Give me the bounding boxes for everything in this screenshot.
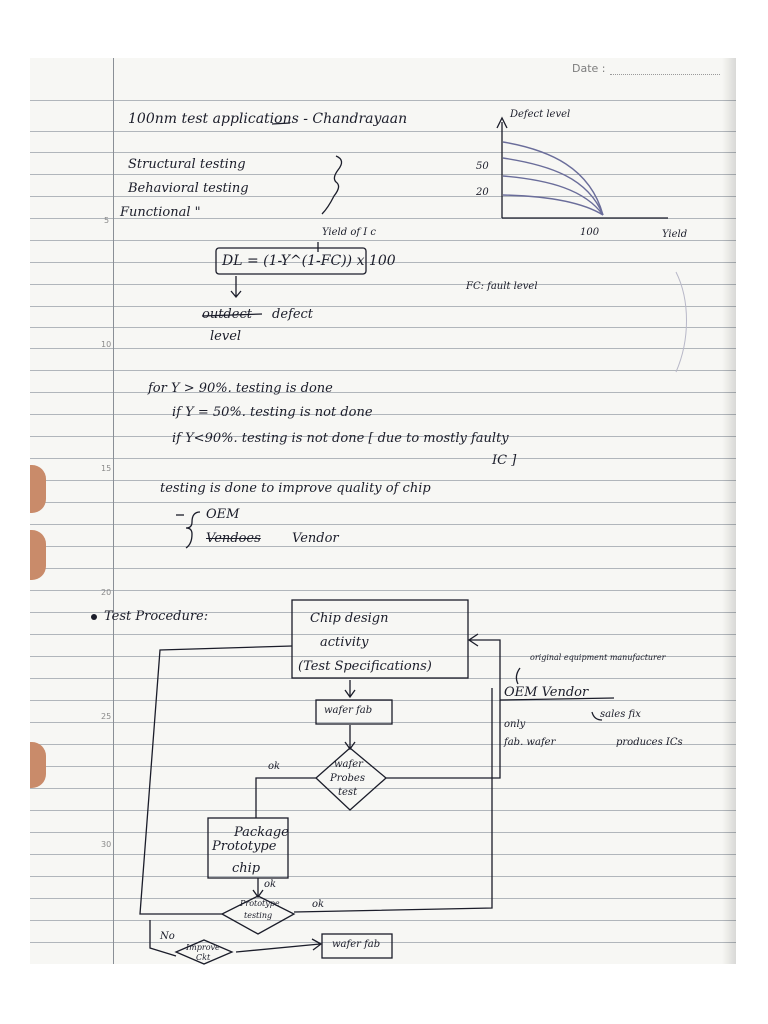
yield-rule: for Y > 90%. testing is done — [148, 381, 333, 396]
party-brace — [186, 512, 200, 548]
party-vendor-struck: Vendoes — [206, 531, 261, 546]
testing-type: Structural testing — [128, 157, 246, 172]
ok-label: ok — [264, 879, 277, 890]
side-note: produces ICs — [616, 737, 683, 748]
package-label: chip — [232, 861, 261, 876]
title-note: 100nm test applications - Chandrayaan — [128, 111, 408, 127]
package-label: Prototype — [212, 839, 277, 854]
graph-y-tick: 50 — [476, 161, 489, 172]
arrow-fab-to-probe — [345, 725, 355, 749]
side-note: fab. wafer — [504, 737, 556, 748]
side-note: OEM Vendor — [504, 685, 589, 700]
probe-fail-loop — [386, 634, 500, 778]
probe-label: test — [338, 787, 358, 798]
level-word: level — [210, 329, 242, 344]
ok-label: ok — [312, 899, 325, 910]
side-note: only — [504, 719, 526, 730]
graph-y-tick: 20 — [476, 187, 489, 198]
graph-x-tick: 100 — [580, 227, 600, 238]
chip-design-line: activity — [320, 635, 369, 650]
probe-ok-line — [256, 778, 316, 818]
quality-note: testing is done to improve quality of chip — [160, 481, 431, 496]
right-loop — [294, 688, 492, 912]
graph-curve — [503, 195, 603, 215]
defect-arrow — [231, 276, 241, 297]
chip-design-line: Chip design — [310, 611, 389, 626]
yield-rule: IC ] — [492, 453, 517, 468]
no-label: No — [160, 931, 175, 942]
repair-label: Improve — [186, 943, 220, 952]
repair-label: Ckt — [196, 953, 211, 962]
yield-label: Yield of I c — [322, 227, 376, 238]
chip-design-line: (Test Specifications) — [298, 659, 432, 674]
struck-word: outdect — [202, 307, 252, 322]
bullet — [91, 614, 97, 620]
wafer-fab-label: wafer fab — [324, 705, 373, 716]
prototype-test-label: testing — [244, 911, 273, 920]
party-oem: OEM — [206, 507, 240, 522]
package-label: Package — [234, 825, 289, 840]
margin-number: 10 — [101, 340, 112, 349]
testing-type: Behavioral testing — [128, 181, 249, 196]
fc-note: FC: fault level — [466, 281, 538, 292]
testing-type: Functional " — [120, 205, 201, 220]
yield-rule: if Y = 50%. testing is not done — [172, 405, 373, 420]
margin-number: 15 — [101, 464, 112, 473]
side-note: sales fix — [600, 709, 641, 720]
defect-formula: DL = (1-Y^(1-FC)) x 100 — [222, 253, 396, 269]
ok-label: ok — [268, 761, 281, 772]
procedure-heading: Test Procedure: — [104, 609, 209, 624]
defect-word: defect — [272, 307, 314, 322]
testing-brace — [322, 156, 342, 214]
margin-number: 25 — [101, 712, 112, 721]
margin-number: 30 — [101, 840, 112, 849]
margin-number: 5 — [104, 216, 110, 225]
arrow-design-to-fab — [345, 680, 355, 697]
arrow-package-to-test — [253, 878, 263, 897]
prototype-test-label: Prototype — [240, 899, 280, 908]
probe-label: wafer — [334, 759, 363, 770]
date-label: Date : — [572, 62, 606, 75]
graph-y-label: Defect level — [510, 109, 571, 120]
arrow-to-waf-fab — [236, 939, 321, 952]
party-vendor: Vendor — [292, 531, 339, 546]
outer-loop — [140, 646, 292, 914]
yield-rule: if Y<90%. testing is not done [ due to mostly faulty — [172, 431, 509, 446]
graph-x-label: Yield — [662, 229, 688, 240]
margin-number: 20 — [101, 588, 112, 597]
graph-curve — [503, 158, 603, 215]
waf-fab-label: wafer fab — [332, 939, 381, 950]
oem-link — [516, 668, 520, 684]
probe-label: Probes — [330, 773, 365, 784]
side-note: original equipment manufacturer — [530, 653, 666, 662]
graph-curve — [503, 142, 603, 215]
